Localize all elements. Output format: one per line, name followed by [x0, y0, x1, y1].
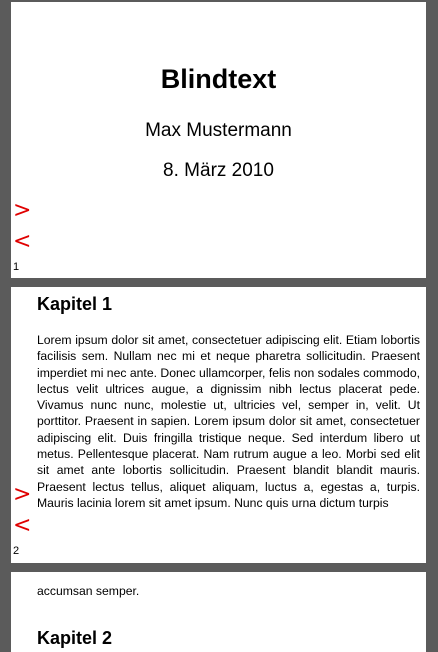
page-number: 2 [13, 545, 20, 557]
document-date: 8. März 2010 [163, 160, 274, 181]
page-1 [11, 2, 426, 278]
chapter-heading: Kapitel 2 [37, 628, 113, 648]
previous-page-link[interactable]: < [13, 229, 32, 254]
next-page-link[interactable]: > [13, 198, 32, 223]
continued-text: accumsan semper. [37, 584, 140, 598]
chapter-heading: Kapitel 1 [37, 294, 113, 314]
document-author: Max Mustermann [145, 120, 292, 141]
page-2 [11, 287, 426, 563]
next-page-link[interactable]: > [13, 482, 32, 507]
page-3 [11, 572, 426, 652]
document-title: Blindtext [160, 64, 277, 94]
previous-page-link[interactable]: < [13, 513, 32, 538]
page-number: 1 [13, 261, 20, 273]
chapter-paragraph: Lorem ipsum dolor sit amet, consectetuer adipiscing elit. Etiam lobortis facilisis sem. Nullam nec mi et neque pharetra sollicitudin. Praesent imperdiet mi nec ante. Donec ullamcorper, felis non sodales commodo, lectus velit ultrices augue, a dignissim nibh lectus placerat pede. Vivamus nunc nunc, molestie ut, ultricies vel, semper in, velit. Ut porttitor. Praesent in sapien. Lorem ipsum dolor sit amet, consectetuer adipiscing elit. Duis fringilla tristique neque. Sed interdum libero ut metus. Pellentesque placerat. Nam rutrum augue a leo. Morbi sed elit sit amet ante lobortis sollicitudin. Praesent blandit blandit mauris. Praesent lectus tellus, aliquet aliquam, luctus a, egestas a, turpis. Mauris lacinia lorem sit amet ipsum. Nunc quis urna dictum turpis [37, 333, 420, 510]
